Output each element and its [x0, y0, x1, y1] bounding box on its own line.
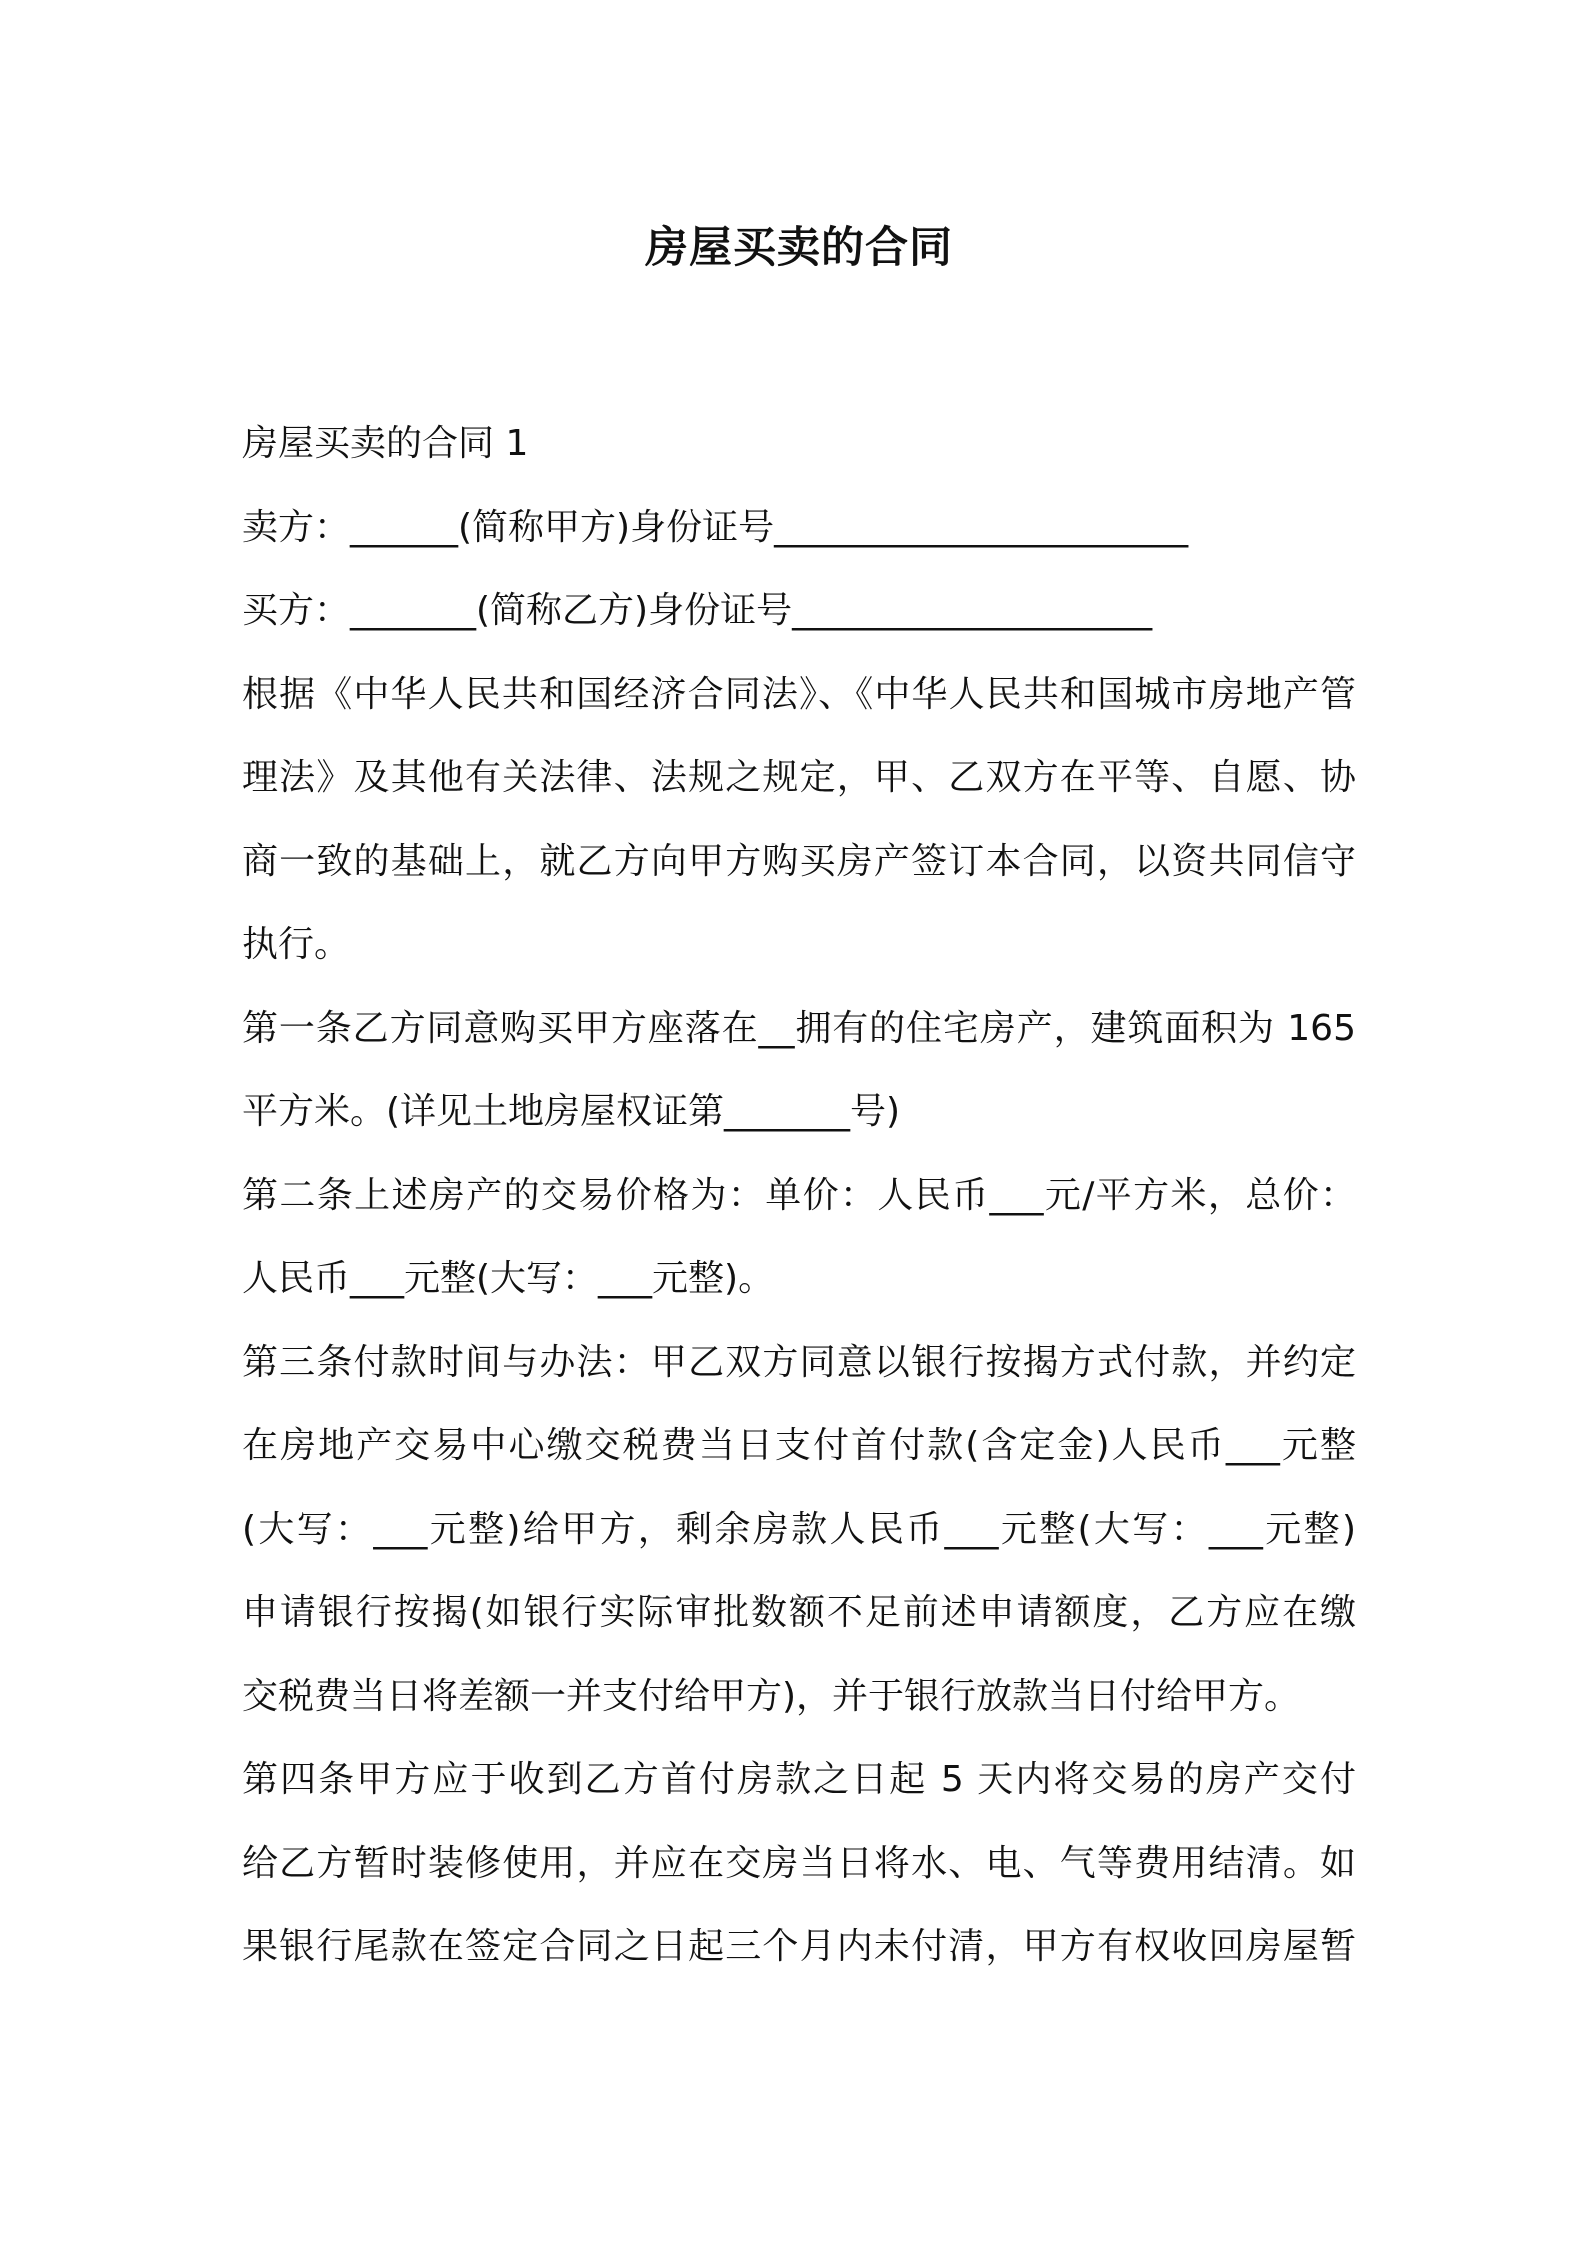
paragraph-line: 理法》及其他有关法律、法规之规定，甲、乙双方在平等、自愿、协	[242, 757, 1356, 798]
paragraph-line: 给乙方暂时装修使用，并应在交房当日将水、电、气等费用结清。如	[242, 1842, 1356, 1884]
buyer-line: 买方：_______(简称乙方)身份证号____________________	[242, 590, 1153, 631]
paragraph-line: 商一致的基础上，就乙方向甲方购买房产签订本合同，以资共同信守	[242, 840, 1356, 882]
paragraph-line: 第二条上述房产的交易价格为：单价：人民币___元/平方米，总价：	[242, 1174, 1356, 1216]
paragraph-line: (大写：___元整)给甲方，剩余房款人民币___元整(大写：___元整)	[242, 1508, 1356, 1550]
paragraph-line: 根据《中华人民共和国经济合同法》、《中华人民共和国城市房地产管	[242, 673, 1356, 715]
paragraph-line: 第四条甲方应于收到乙方首付房款之日起 5 天内将交易的房产交付	[242, 1759, 1356, 1800]
paragraph-line: 第三条付款时间与办法：甲乙双方同意以银行按揭方式付款，并约定	[242, 1341, 1356, 1383]
paragraph-line: 在房地产交易中心缴交税费当日支付首付款(含定金)人民币___元整	[242, 1425, 1356, 1466]
section-heading: 房屋买卖的合同 1	[242, 423, 529, 464]
paragraph-line: 平方米。(详见土地房屋权证第_______号)	[242, 1091, 901, 1132]
document-title: 房屋买卖的合同	[645, 223, 953, 273]
article-3-paragraph	[242, 1321, 1356, 1739]
paragraph-line: 执行。	[242, 924, 351, 965]
paragraph-line: 人民币___元整(大写：___元整)。	[242, 1258, 775, 1299]
paragraph-line: 交税费当日将差额一并支付给甲方)，并于银行放款当日付给甲方。	[242, 1675, 1301, 1717]
paragraph-line: 申请银行按揭(如银行实际审批数额不足前述申请额度，乙方应在缴	[242, 1592, 1356, 1633]
article-4-paragraph	[242, 1738, 1356, 1989]
article-1-paragraph	[242, 987, 1356, 1154]
article-2-paragraph	[242, 1154, 1356, 1321]
preamble-paragraph	[242, 653, 1356, 987]
document-body	[242, 402, 1356, 1989]
paragraph-line: 第一条乙方同意购买甲方座落在__拥有的住宅房产，建筑面积为 165	[242, 1007, 1356, 1049]
paragraph-line: 果银行尾款在签定合同之日起三个月内未付清，甲方有权收回房屋暂	[242, 1926, 1356, 1967]
seller-line: 卖方：______(简称甲方)身份证号_______________________	[242, 506, 1189, 548]
